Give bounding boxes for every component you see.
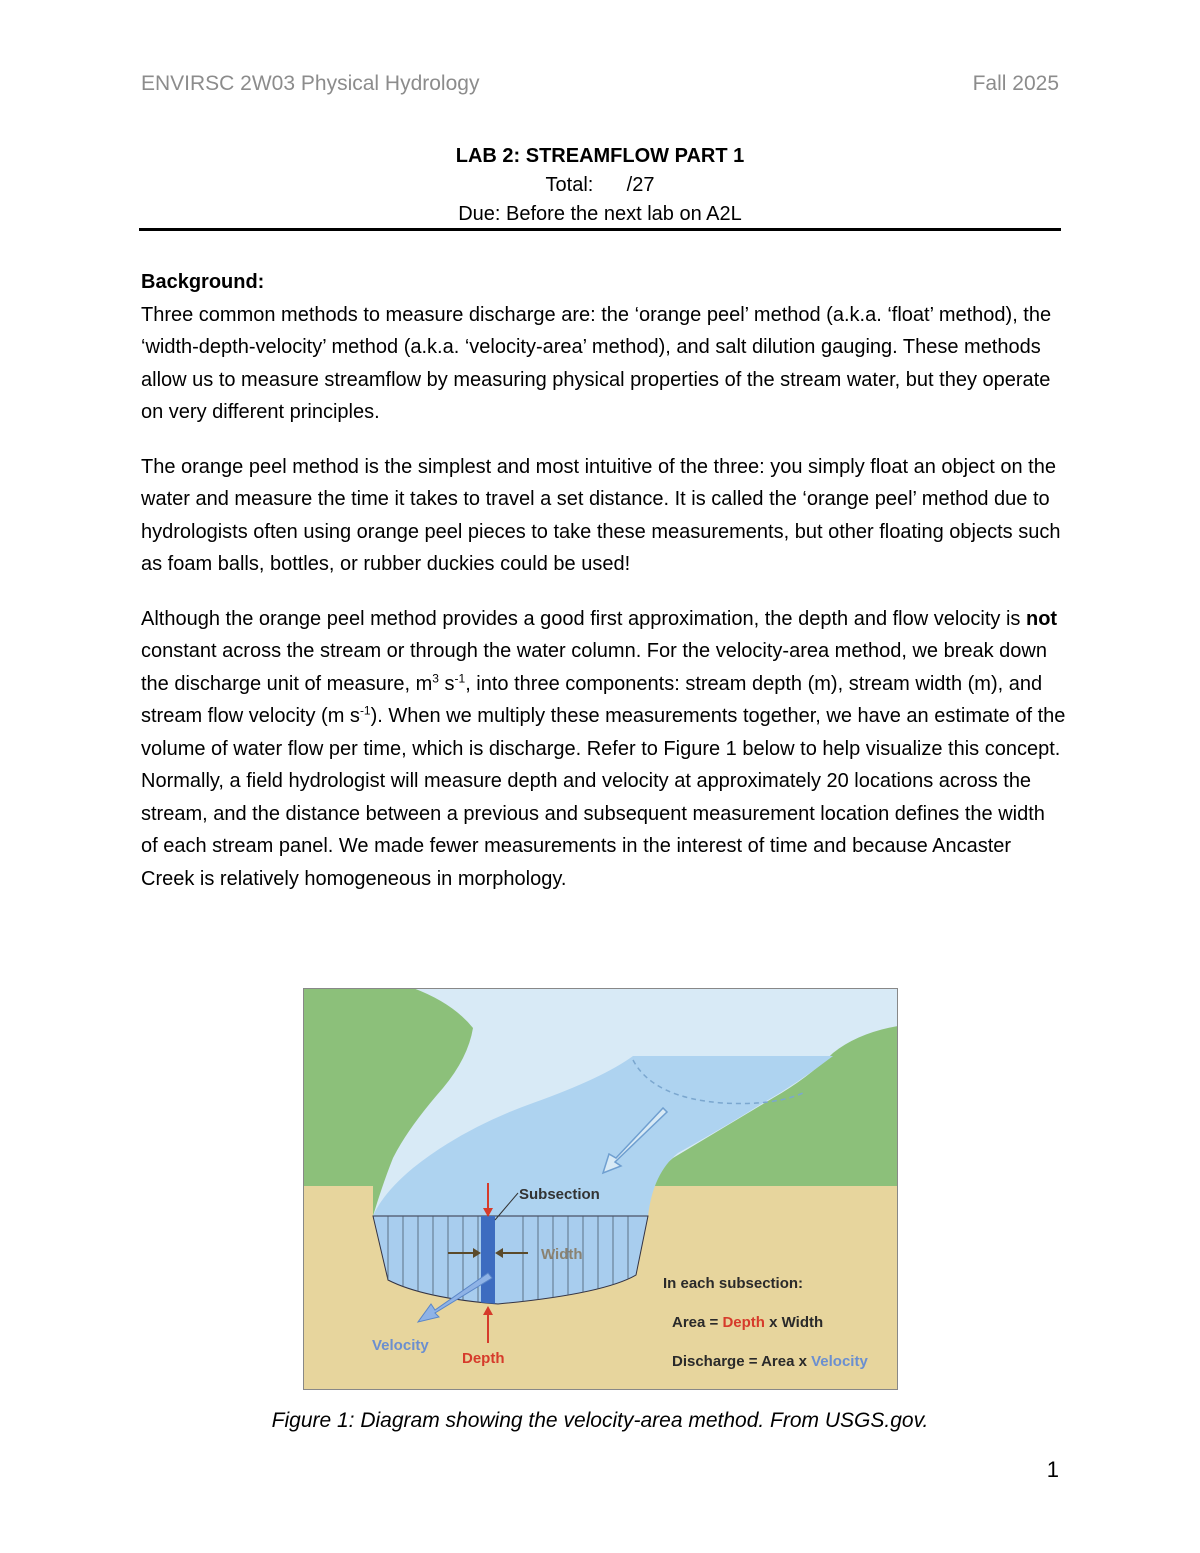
- discharge-formula: Discharge = Area x Velocity: [672, 1353, 868, 1370]
- figure-caption: Figure 1: Diagram showing the velocity-area method. From USGS.gov.: [271, 1409, 929, 1432]
- subsection-label: Subsection: [519, 1186, 600, 1203]
- title-block: [141, 142, 1059, 229]
- term-header: Fall 2025: [972, 72, 1059, 95]
- paragraph-velocity-area: Although the orange peel method provides a good first approximation, the depth and flow velocity is not constant across the stream or through the water column. For the velocity-area method, we break down the discharge unit of measure, $m^3$ $s^{-1}$, into three components: stream depth (m), stream width (m), and stream flow velocity (m $s^{-1}$). When we multiply these measurements together, we have an estimate of the volume of water flow per time, which is discharge. Refer to Figure 1 below to help visualize this concept. Normally, a field hydrologist will measure depth and velocity at approximately 20 locations across the stream, and the distance between a previous and subsequent measurement location defines the width of each stream panel. We made fewer measurements in the interest of time and because Ancaster Creek is relatively homogeneous in morphology.: [141, 607, 1066, 890]
- paragraph-methods: Three common methods to measure discharge are: the ‘orange peel’ method (a.k.a. ‘float’ method), the ‘width-depth-velocity’ method (a.k.a. ‘velocity-area’ method), and salt dilution gauging. These methods allow us to measure streamflow by measuring physical properties of the stream water, but they operate on very different principles.: [141, 303, 1052, 423]
- due-date: Due: Before the next lab on A2L: [458, 203, 742, 225]
- title-divider: [139, 228, 1061, 231]
- page-number: 1: [1046, 1457, 1059, 1482]
- total-score: Total: /27: [545, 174, 655, 196]
- width-label: Width: [541, 1246, 583, 1263]
- velocity-area-diagram: [303, 988, 898, 1390]
- depth-label: Depth: [462, 1350, 505, 1367]
- lab-title: LAB 2: STREAMFLOW PART 1: [455, 145, 745, 167]
- background-heading: Background:: [141, 271, 265, 293]
- area-formula: Area = Depth x Width: [672, 1314, 824, 1331]
- highlighted-subsection: [481, 1216, 495, 1306]
- velocity-label: Velocity: [372, 1337, 429, 1354]
- each-subsection-label: In each subsection:: [663, 1275, 804, 1292]
- course-header: ENVIRSC 2W03 Physical Hydrology: [141, 72, 480, 95]
- background-section: [141, 266, 1066, 917]
- paragraph-orange-peel: The orange peel method is the simplest and most intuitive of the three: you simply float an object on the water and measure the time it takes to travel a set distance. It is called the ‘orange peel’ method due to hydrologists often using orange peel pieces to take these measurements, but other floating objects such as foam balls, bottles, or rubber duckies could be used!: [141, 455, 1061, 575]
